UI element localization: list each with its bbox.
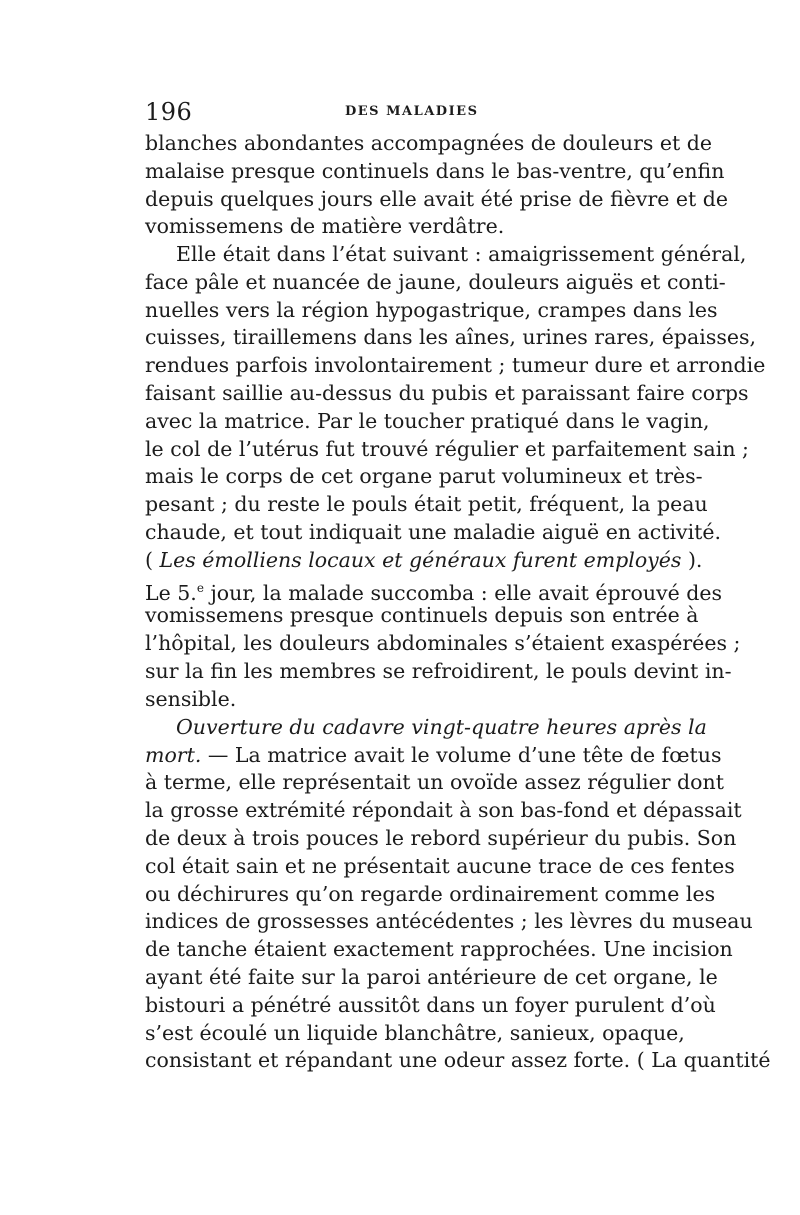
text-line: rendues parfois involontairement ; tumeur dure et arrondie (145, 353, 766, 377)
text-line: cuisses, tiraillemens dans les aînes, urines rares, épaisses, (145, 325, 757, 349)
text-line: consistant et répandant une odeur assez forte. ( La quantité (145, 1048, 771, 1072)
text-line: malaise presque continuels dans le bas-ventre, qu’enfin (145, 159, 725, 183)
text-line: vomissemens presque continuels depuis son entrée à (145, 603, 699, 627)
text-line: depuis quelques jours elle avait été prise de fièvre et de (145, 187, 729, 211)
text-line: mais le corps de cet organe parut volumineux et très- (145, 464, 703, 488)
text-line: mort. — La matrice avait le volume d’une tête de fœtus (145, 743, 722, 767)
text-line: faisant saillie au-dessus du pubis et paraissant faire corps (145, 381, 749, 405)
text-line: indices de grossesses antécédentes ; les lèvres du museau (145, 909, 753, 933)
text-line: pesant ; du reste le pouls était petit, fréquent, la peau (145, 492, 708, 516)
text-line: la grosse extrémité répondait à son bas-fond et dépassait (145, 798, 742, 822)
paragraph-start-line: Elle était dans l’état suivant : amaigrissement général, (176, 242, 747, 266)
text-line: ( Les émolliens locaux et généraux furent employés ). (145, 548, 703, 572)
text-line: l’hôpital, les douleurs abdominales s’étaient exaspérées ; (145, 631, 741, 655)
text-line: vomissemens de matière verdâtre. (145, 214, 505, 238)
text-line: col était sain et ne présentait aucune trace de ces fentes (145, 854, 735, 878)
text-line: à terme, elle représentait un ovoïde assez régulier dont (145, 770, 724, 794)
text-line: sur la fin les membres se refroidirent, le pouls devint in- (145, 659, 732, 683)
page-number: 196 (145, 98, 193, 126)
running-title: DES MALADIES (345, 104, 479, 119)
text-line: le col de l’utérus fut trouvé régulier et parfaitement sain ; (145, 437, 749, 461)
text-line: bistouri a pénétré aussitôt dans un foyer purulent d’où (145, 993, 716, 1017)
text-line: sensible. (145, 687, 237, 711)
text-line: Le 5.$^e$ jour, la malade succomba : elle avait éprouvé des (145, 580, 723, 605)
paragraph-start-line: Ouverture du cadavre vingt-quatre heures après la (176, 715, 707, 739)
text-line: blanches abondantes accompagnées de douleurs et de (145, 131, 713, 155)
text-line: nuelles vers la région hypogastrique, crampes dans les (145, 298, 718, 322)
text-line: s’est écoulé un liquide blanchâtre, sanieux, opaque, (145, 1021, 685, 1045)
text-line: de deux à trois pouces le rebord supérieur du pubis. Son (145, 826, 737, 850)
text-line: face pâle et nuancée de jaune, douleurs aiguës et conti- (145, 270, 726, 294)
text-line: ou déchirures qu’on regarde ordinairement comme les (145, 882, 716, 906)
text-line: chaude, et tout indiquait une maladie aiguë en activité. (145, 520, 722, 544)
text-line: de tanche étaient exactement rapprochées. Une incision (145, 937, 733, 961)
text-line: ayant été faite sur la paroi antérieure de cet organe, le (145, 965, 718, 989)
text-line: avec la matrice. Par le toucher pratiqué dans le vagin, (145, 409, 710, 433)
